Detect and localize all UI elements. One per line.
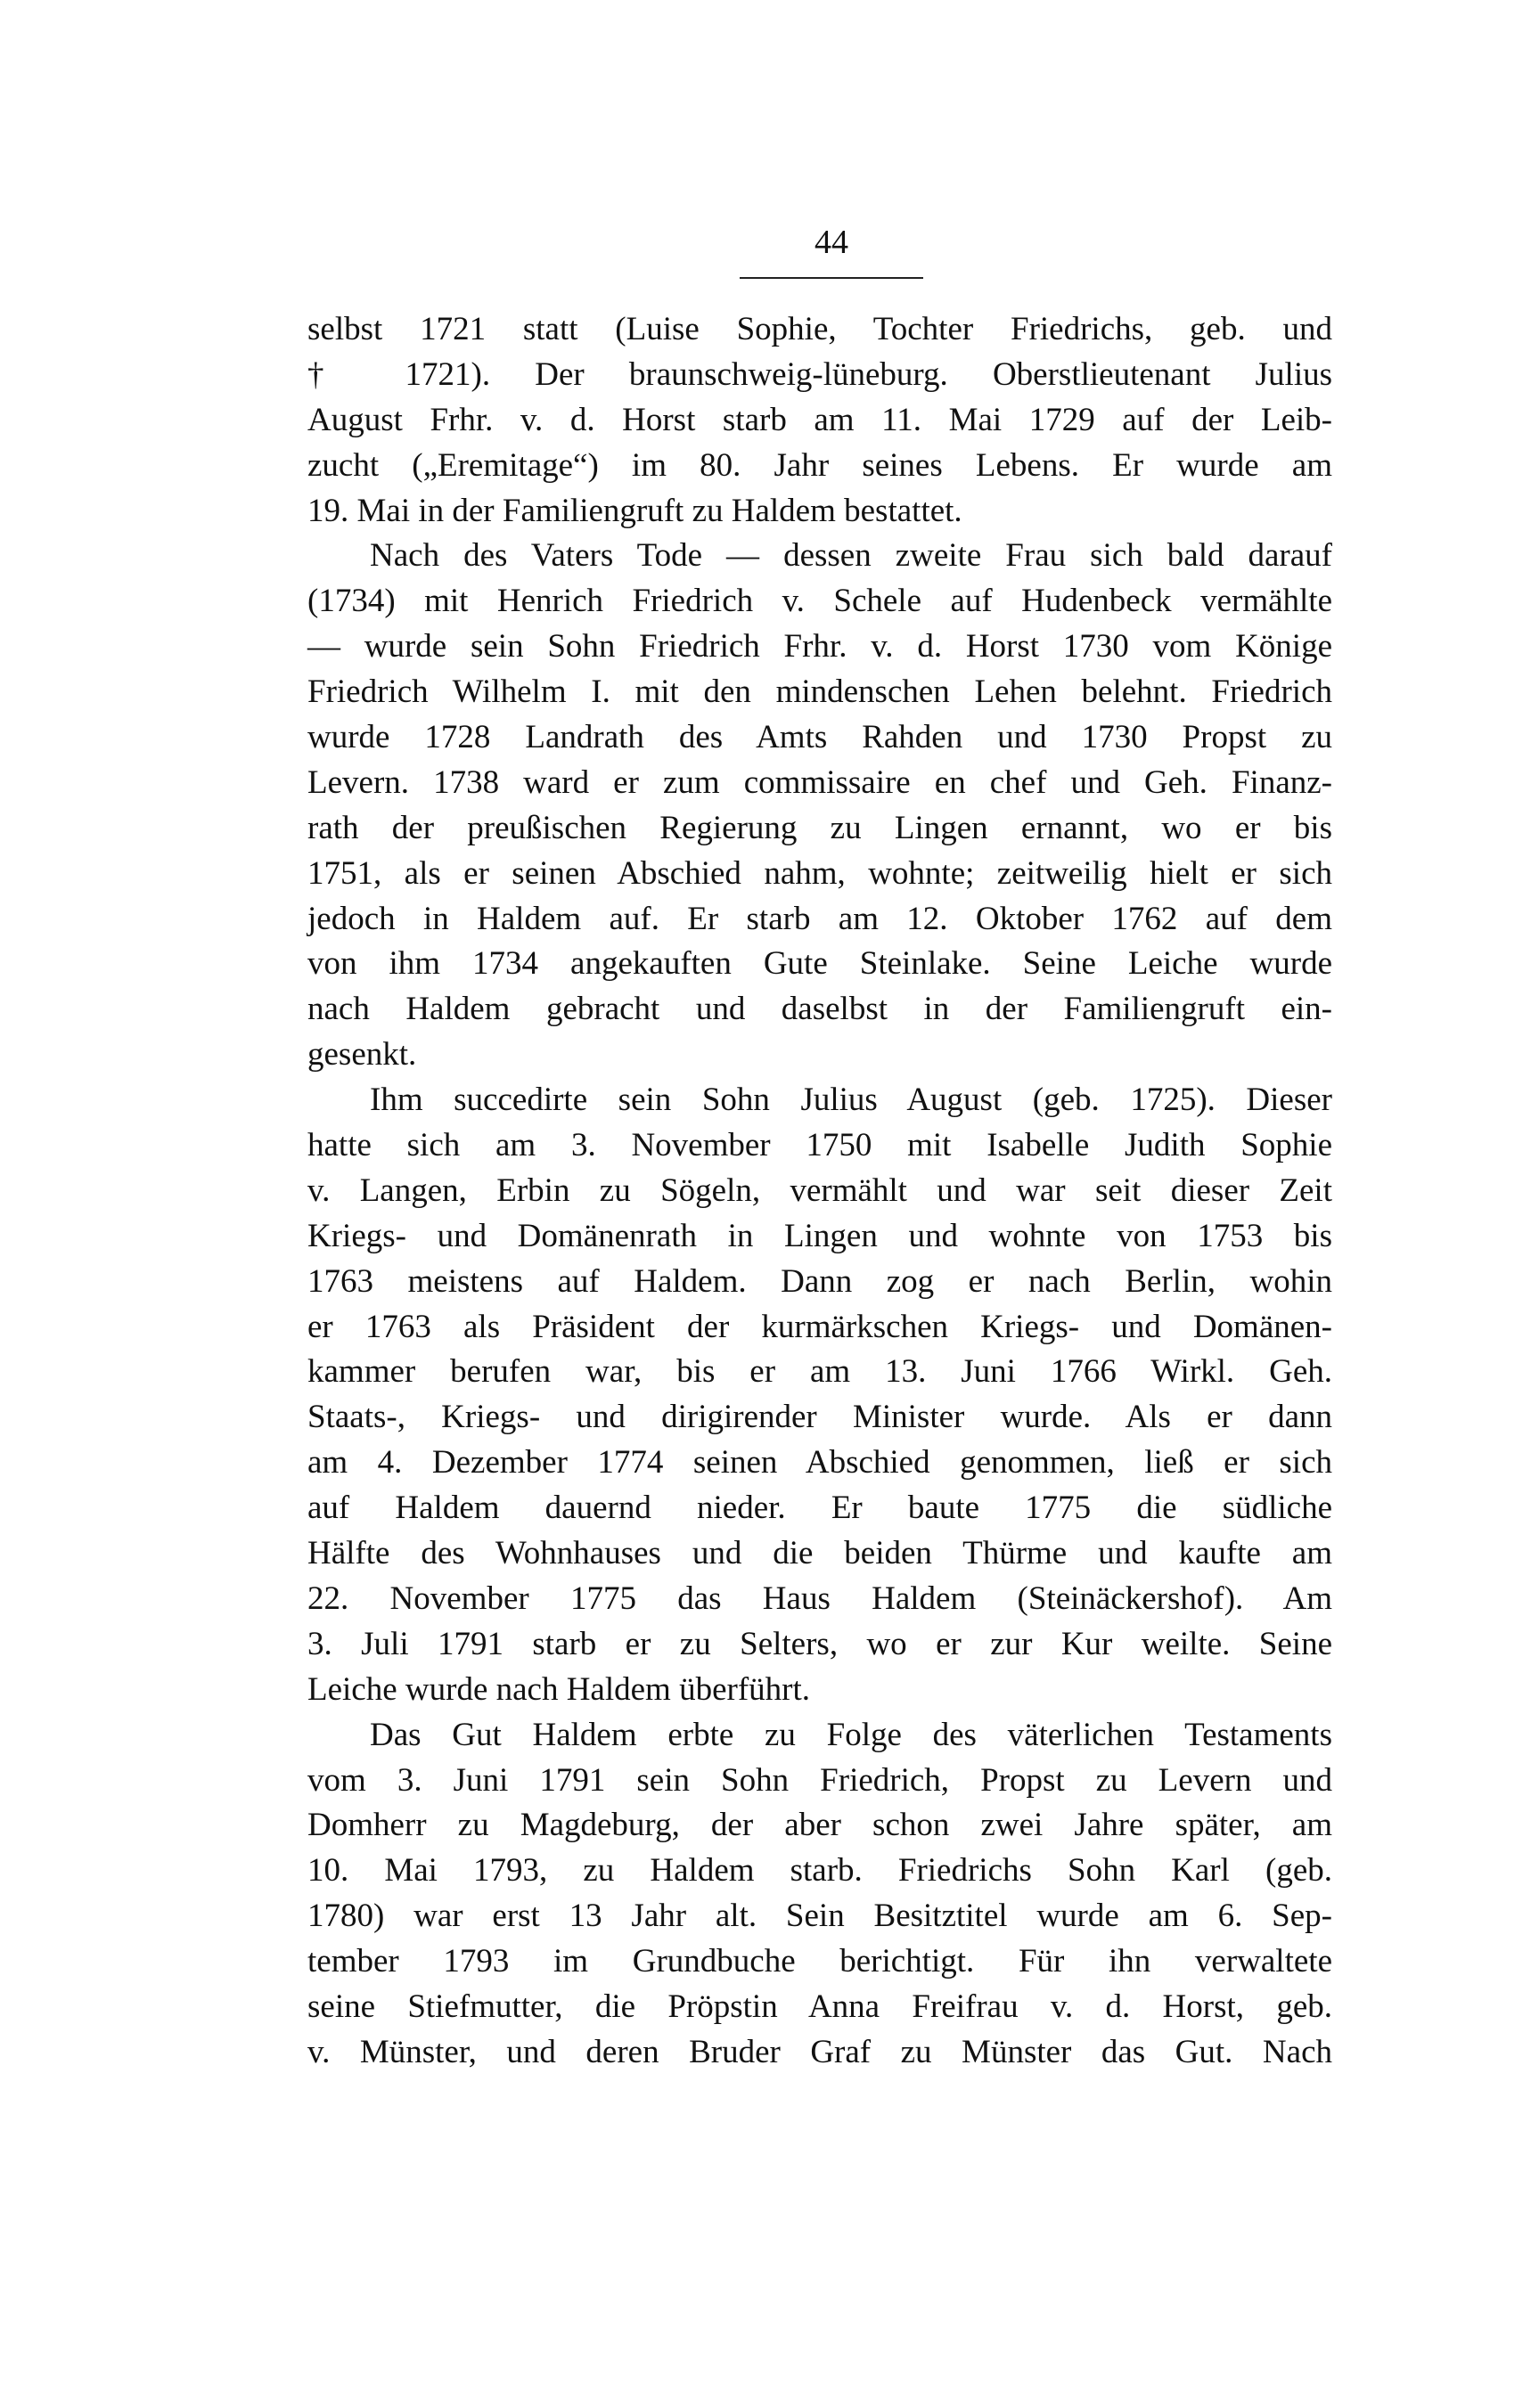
text-line: 10. Mai 1793, zu Haldem starb. Friedrichs Sohn Karl (geb. (307, 1852, 1332, 1890)
text-line: Ihm succedirte sein Sohn Julius August (geb. 1725). Dieser (370, 1082, 1332, 1119)
text-line: zucht („Eremitage“) im 80. Jahr seines Lebens. Er wurde am (307, 446, 1332, 484)
text-line: 22. November 1775 das Haus Haldem (Steinäckershof). Am (307, 1579, 1332, 1617)
text-line: Das Gut Haldem erbte zu Folge des väterlichen Testaments (370, 1716, 1332, 1753)
text-line: 3. Juli 1791 starb er zu Selters, wo er zur Kur weilte. Seine (307, 1625, 1332, 1662)
text-line: August Frhr. v. d. Horst starb am 11. Mai 1729 auf der Leib- (307, 401, 1332, 438)
page-number: 44 (815, 224, 848, 261)
text-line: wurde 1728 Landrath des Amts Rahden und 1730 Propst zu (307, 719, 1332, 756)
text-line: Levern. 1738 ward er zum commissaire en chef und Geh. Finanz- (307, 763, 1332, 801)
text-line: tember 1793 im Grundbuche berichtigt. Für ihn verwaltete (307, 1943, 1332, 1980)
text-line: Nach des Vaters Tode — dessen zweite Frau sich bald darauf (370, 537, 1332, 575)
text-line: gesenkt. (307, 1036, 417, 1073)
text-line: nach Haldem gebracht und daselbst in der Familiengruft ein- (307, 991, 1332, 1028)
text-line: vom 3. Juni 1791 sein Sohn Friedrich, Propst zu Levern und (307, 1761, 1332, 1799)
body-text (307, 307, 1332, 2076)
text-line: 1763 meistens auf Haldem. Dann zog er nach Berlin, wohin (307, 1262, 1332, 1300)
text-line: seine Stiefmutter, die Pröpstin Anna Freifrau v. d. Horst, geb. (307, 1988, 1332, 2025)
text-line: 19. Mai in der Familiengruft zu Haldem bestattet. (307, 492, 962, 529)
text-line: jedoch in Haldem auf. Er starb am 12. Oktober 1762 auf dem (307, 900, 1332, 937)
text-line: auf Haldem dauernd nieder. Er baute 1775 die südliche (307, 1490, 1332, 1527)
text-line: er 1763 als Präsident der kurmärkschen Kriegs- und Domänen- (307, 1308, 1332, 1345)
text-line: v. Langen, Erbin zu Sögeln, vermählt und war seit dieser Zeit (307, 1171, 1332, 1209)
text-line: am 4. Dezember 1774 seinen Abschied genommen, ließ er sich (307, 1444, 1332, 1482)
header-rule (740, 277, 923, 279)
text-line: Staats-, Kriegs- und dirigirender Minister wurde. Als er dann (307, 1399, 1332, 1436)
text-line: v. Münster, und deren Bruder Graf zu Münster das Gut. Nach (307, 2033, 1332, 2070)
text-line: Friedrich Wilhelm I. mit den mindenschen Lehen belehnt. Friedrich (307, 673, 1332, 711)
text-line: hatte sich am 3. November 1750 mit Isabelle Judith Sophie (307, 1127, 1332, 1164)
text-line: — wurde sein Sohn Friedrich Frhr. v. d. Horst 1730 vom Könige (307, 628, 1332, 665)
text-line: † 1721). Der braunschweig-lüneburg. Oberstlieutenant Julius (307, 355, 1332, 393)
text-line: 1780) war erst 13 Jahr alt. Sein Besitztitel wurde am 6. Sep- (307, 1898, 1332, 1935)
text-line: Domherr zu Magdeburg, der aber schon zwei Jahre später, am (307, 1807, 1332, 1844)
text-line: von ihm 1734 angekauften Gute Steinlake. Seine Leiche wurde (307, 945, 1332, 983)
text-line: Hälfte des Wohnhauses und die beiden Thürme und kaufte am (307, 1535, 1332, 1572)
text-line: (1734) mit Henrich Friedrich v. Schele auf Hudenbeck vermählte (307, 583, 1332, 620)
text-line: Leiche wurde nach Haldem überführt. (307, 1670, 810, 1708)
text-line: rath der preußischen Regierung zu Lingen ernannt, wo er bis (307, 809, 1332, 846)
text-line: Kriegs- und Domänenrath in Lingen und wohnte von 1753 bis (307, 1217, 1332, 1254)
text-line: selbst 1721 statt (Luise Sophie, Tochter Friedrichs, geb. und (307, 311, 1332, 347)
text-line: kammer berufen war, bis er am 13. Juni 1766 Wirkl. Geh. (307, 1353, 1332, 1391)
text-line: 1751, als er seinen Abschied nahm, wohnte; zeitweilig hielt er sich (307, 854, 1332, 892)
